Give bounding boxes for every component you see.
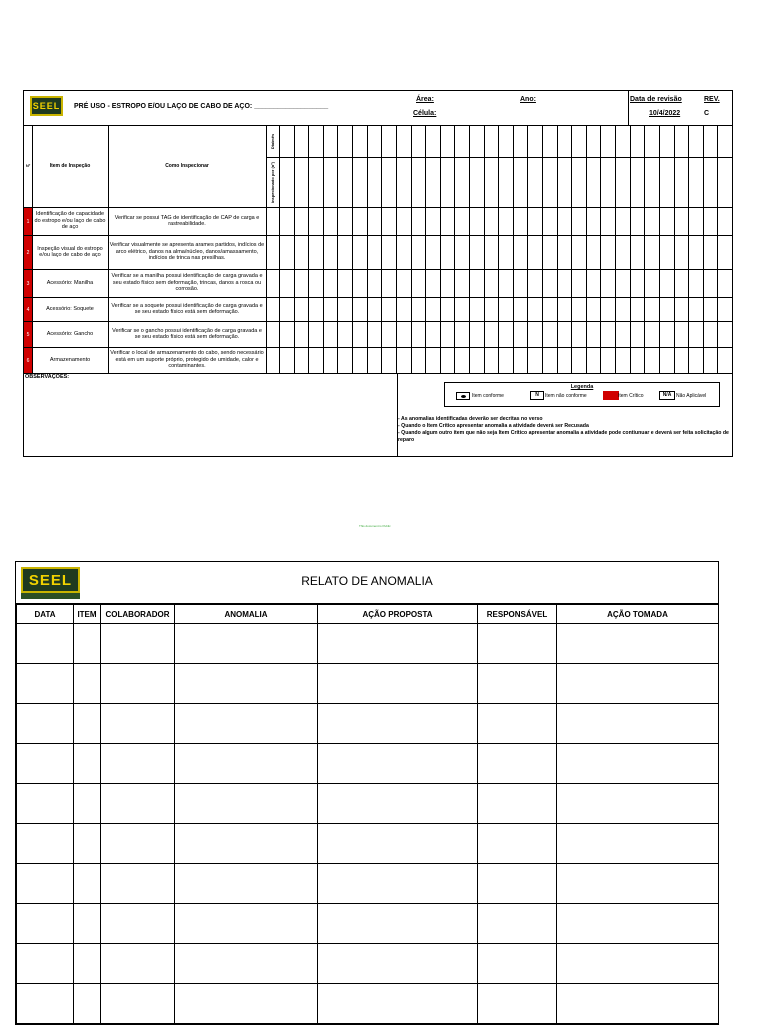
anomaly-cell[interactable] [17, 784, 74, 824]
anomaly-cell[interactable] [74, 944, 101, 984]
anomaly-cell[interactable] [557, 744, 719, 784]
header-data: DATA [17, 605, 74, 624]
anomaly-cell[interactable] [17, 864, 74, 904]
row-3-how: Verificar se a manilha possui identificação de carga gravada e seu estado físico sem deformação, trincas, danos a rosca ou corrosão. [111, 273, 263, 293]
critical-marker-5: 5 [24, 322, 32, 347]
row-1-how: Verificar se possui TAG de identificação de CAP de carga e rastreabilidade. [114, 214, 260, 227]
day-column-line [396, 125, 397, 373]
row-4-item: Acessório: Soquete [46, 305, 94, 312]
celula-label: Célula: [413, 110, 437, 117]
na-symbol: N/A [659, 391, 675, 400]
anomaly-cell[interactable] [318, 824, 478, 864]
anomaly-row [17, 824, 719, 864]
day-column-line [659, 125, 660, 373]
anomaly-cell[interactable] [478, 904, 557, 944]
day-column-line [484, 125, 485, 373]
legend-box [444, 382, 720, 407]
col-number-header: Nº [25, 162, 31, 168]
anomaly-cell[interactable] [175, 944, 318, 984]
anomaly-row [17, 904, 719, 944]
observacoes-label: OBSERVAÇÕES: [25, 374, 70, 380]
legend-title: Legenda [570, 384, 594, 390]
anomaly-cell[interactable] [557, 984, 719, 1024]
day-column-line [323, 125, 324, 373]
anomaly-row [17, 944, 719, 984]
anomaly-cell[interactable] [74, 904, 101, 944]
anomaly-cell[interactable] [101, 904, 175, 944]
day-column-line [454, 125, 455, 373]
seel-logo: SEEL [30, 96, 63, 116]
legend-nao-conforme-label: Item não conforme [545, 393, 587, 399]
anomaly-header-row [17, 605, 719, 624]
anomaly-table [16, 604, 719, 1024]
day-column-line [674, 125, 675, 373]
anomaly-cell[interactable] [478, 824, 557, 864]
day-column-line [337, 125, 338, 373]
anomaly-cell[interactable] [557, 624, 719, 664]
anomaly-cell[interactable] [17, 744, 74, 784]
anomaly-cell[interactable] [17, 824, 74, 864]
anomaly-cell[interactable] [557, 664, 719, 704]
col-day-header [266, 125, 279, 157]
day-column-line [352, 125, 353, 373]
anomaly-cell[interactable] [478, 744, 557, 784]
anomaly-cell[interactable] [17, 664, 74, 704]
row-6-how: Verificar o local de armazenamento do cabo, sendo necessário está em um suporte próprio, protegido de umidade, calor e contaminantes. [110, 350, 264, 370]
anomaly-title: RELATO DE ANOMALIA [301, 574, 433, 588]
anomaly-cell[interactable] [17, 704, 74, 744]
critical-marker-6: 6 [24, 348, 32, 373]
anomaly-report-form [15, 561, 719, 1025]
anomaly-cell[interactable] [17, 904, 74, 944]
day-column-line [586, 125, 587, 373]
anomaly-cell[interactable] [318, 784, 478, 824]
anomaly-cell[interactable] [318, 744, 478, 784]
critical-marker-4: 4 [24, 298, 32, 321]
anomaly-cell[interactable] [101, 824, 175, 864]
anomaly-row [17, 624, 719, 664]
rev-label: REV. [704, 96, 720, 103]
day-column-line [440, 125, 441, 373]
anomaly-row [17, 864, 719, 904]
anomaly-cell[interactable] [101, 704, 175, 744]
anomaly-cell[interactable] [17, 624, 74, 664]
anomaly-cell[interactable] [318, 904, 478, 944]
public-classification-note: This document is Public [359, 524, 391, 528]
anomaly-cell[interactable] [557, 704, 719, 744]
anomaly-cell[interactable] [74, 784, 101, 824]
critico-symbol [603, 391, 619, 400]
day-column-line [513, 125, 514, 373]
anomaly-cell[interactable] [17, 944, 74, 984]
anomaly-row [17, 744, 719, 784]
instruction-notes [398, 416, 732, 444]
day-column-line [630, 125, 631, 373]
anomaly-cell[interactable] [478, 864, 557, 904]
anomaly-row [17, 704, 719, 744]
preuse-checklist-form [23, 90, 733, 457]
anomaly-cell[interactable] [318, 704, 478, 744]
day-column-line [425, 125, 426, 373]
anomaly-cell[interactable] [175, 624, 318, 664]
critical-marker-2: 2 [24, 236, 32, 269]
anomaly-cell[interactable] [557, 944, 719, 984]
header-acao-tomada: AÇÃO TOMADA [557, 605, 719, 624]
col-inspector-header [266, 157, 279, 207]
row-6-item: Armazenamento [49, 356, 91, 363]
header-responsavel: RESPONSÁVEL [478, 605, 557, 624]
anomaly-cell[interactable] [101, 784, 175, 824]
anomaly-cell[interactable] [74, 704, 101, 744]
row-5-item: Acessório: Gancho [46, 330, 94, 337]
anomaly-cell[interactable] [175, 784, 318, 824]
day-column-line [557, 125, 558, 373]
seel-logo-anomaly: SEEL [21, 567, 80, 601]
anomaly-cell[interactable] [175, 984, 318, 1024]
day-column-line [367, 125, 368, 373]
anomaly-cell[interactable] [74, 744, 101, 784]
conforme-symbol [456, 392, 470, 400]
anomaly-cell[interactable] [318, 944, 478, 984]
anomaly-cell[interactable] [478, 944, 557, 984]
anomaly-cell[interactable] [478, 984, 557, 1024]
checklist-title: PRÉ USO - ESTROPO E/OU LAÇO DE CABO DE AÇO: ___________________ [74, 103, 329, 110]
anomaly-row [17, 664, 719, 704]
anomaly-cell[interactable] [175, 704, 318, 744]
anomaly-cell[interactable] [101, 984, 175, 1024]
day-column-line [527, 125, 528, 373]
anomaly-cell[interactable] [318, 984, 478, 1024]
anomaly-cell[interactable] [175, 664, 318, 704]
row-2-how: Verificar visualmente se apresenta arames partidos, indícios de arco elétrico, danos na alma/núcleo, danos/amassamento, indícios de trinca nas presilhas. [109, 242, 265, 262]
anomaly-cell[interactable] [74, 864, 101, 904]
row-2-item: Inspeção visual do estropo e/ou laço de cabo de aço [37, 245, 103, 258]
row-4-how: Verificar se a soquete possui identificação de carga gravada e se seu estado físico está sem deformação. [111, 302, 263, 315]
day-column-line [703, 125, 704, 373]
day-column-line [600, 125, 601, 373]
anomaly-cell[interactable] [478, 784, 557, 824]
day-column-line [498, 125, 499, 373]
anomaly-cell[interactable] [557, 864, 719, 904]
critical-marker-1: 1 [24, 208, 32, 235]
anomaly-cell[interactable] [175, 744, 318, 784]
anomaly-cell[interactable] [478, 624, 557, 664]
anomaly-cell[interactable] [318, 624, 478, 664]
row-5-how: Verificar se o gancho possui identificação de carga gravada e se seu estado físico está sem deformação. [112, 327, 262, 340]
critical-marker-3: 3 [24, 270, 32, 297]
ano-label: Ano: [520, 96, 536, 103]
day-column-line [644, 125, 645, 373]
day-column-line [469, 125, 470, 373]
anomaly-cell[interactable] [101, 944, 175, 984]
anomaly-cell[interactable] [74, 824, 101, 864]
anomaly-cell[interactable] [557, 784, 719, 824]
header-anomalia: ANOMALIA [175, 605, 318, 624]
header-colaborador: COLABORADOR [101, 605, 175, 624]
revision-date-value: 10/4/2022 [649, 110, 681, 117]
note-3: - Quando algum outro item que não seja Item Crítico apresentar anomalia a atividade pode contiunuar e deverá ser feita solicitação de reparo [398, 430, 729, 443]
legend-critico-label: Item Crítico [618, 393, 644, 399]
day-column-line [542, 125, 543, 373]
col-inspector-label: Inspecionado por (nº) [270, 161, 276, 203]
revision-date-label: Data de revisão [630, 96, 682, 103]
anomaly-cell[interactable] [478, 704, 557, 744]
anomaly-cell[interactable] [101, 864, 175, 904]
anomaly-cell[interactable] [101, 624, 175, 664]
col-day-label: Dia/mês [270, 133, 275, 149]
row-3-item: Acessório: Manilha [46, 279, 94, 286]
anomaly-cell[interactable] [318, 864, 478, 904]
anomaly-cell[interactable] [175, 864, 318, 904]
day-column-line [615, 125, 616, 373]
anomaly-cell[interactable] [74, 624, 101, 664]
anomaly-cell[interactable] [101, 744, 175, 784]
header-item: ITEM [74, 605, 101, 624]
note-1: - As anomalias identificadas deverão ser decritas no verso [398, 416, 543, 422]
anomaly-cell[interactable] [478, 664, 557, 704]
anomaly-cell[interactable] [74, 664, 101, 704]
area-label: Área: [416, 96, 434, 103]
header-acao-proposta: AÇÃO PROPOSTA [318, 605, 478, 624]
anomaly-row [17, 984, 719, 1024]
col-how-header: Como Inspecionar [165, 162, 209, 169]
anomaly-cell[interactable] [101, 664, 175, 704]
day-column-line [688, 125, 689, 373]
legend-conforme-label: Item conforme [472, 393, 504, 399]
anomaly-cell[interactable] [175, 904, 318, 944]
anomaly-cell[interactable] [318, 664, 478, 704]
nao-conforme-symbol: N [530, 391, 544, 400]
anomaly-cell[interactable] [557, 824, 719, 864]
day-column-line [381, 125, 382, 373]
day-column-line [279, 125, 280, 373]
anomaly-row [17, 784, 719, 824]
anomaly-header [16, 562, 718, 604]
day-column-line [717, 125, 718, 373]
legend-na-label: Não Aplicável [676, 393, 707, 399]
day-column-line [294, 125, 295, 373]
note-2: - Quando o Item Crítico apresentar anomalia a atividade deverá ser Recusada [398, 423, 589, 429]
row-1-item: Identificação de capacidade do estropo e/ou laço de cabo de aço [34, 211, 106, 231]
anomaly-cell[interactable] [557, 904, 719, 944]
anomaly-cell[interactable] [175, 824, 318, 864]
day-column-line [411, 125, 412, 373]
anomaly-cell[interactable] [17, 984, 74, 1024]
day-column-line [308, 125, 309, 373]
day-column-line [571, 125, 572, 373]
rev-value: C [704, 110, 710, 117]
col-item-header: Item de Inspeção [49, 162, 91, 169]
anomaly-cell[interactable] [74, 984, 101, 1024]
